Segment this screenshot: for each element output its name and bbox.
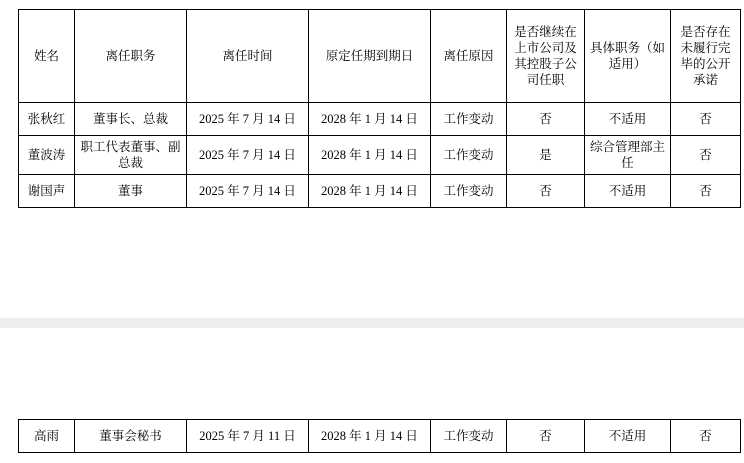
header-cell-promise: 是否存在未履行完毕的公开承诺 bbox=[671, 10, 741, 103]
cell-reason: 工作变动 bbox=[431, 103, 507, 136]
cell-name: 张秋红 bbox=[19, 103, 75, 136]
header-cell-date: 离任时间 bbox=[187, 10, 309, 103]
cell-promise: 否 bbox=[671, 103, 741, 136]
cell-date: 2025 年 7 月 14 日 bbox=[187, 175, 309, 208]
header-cell-detail: 具体职务（如适用） bbox=[585, 10, 671, 103]
cell-continue: 否 bbox=[507, 420, 585, 453]
cell-reason: 工作变动 bbox=[431, 420, 507, 453]
cell-reason: 工作变动 bbox=[431, 175, 507, 208]
cell-promise: 否 bbox=[671, 420, 741, 453]
table-row bbox=[19, 103, 741, 136]
cell-term: 2028 年 1 月 14 日 bbox=[309, 175, 431, 208]
cell-date: 2025 年 7 月 14 日 bbox=[187, 136, 309, 175]
cell-detail: 不适用 bbox=[585, 103, 671, 136]
cell-promise: 否 bbox=[671, 175, 741, 208]
page-break-band bbox=[0, 318, 744, 328]
cell-post: 董事 bbox=[75, 175, 187, 208]
cell-date: 2025 年 7 月 14 日 bbox=[187, 103, 309, 136]
cell-continue: 是 bbox=[507, 136, 585, 175]
header-cell-term: 原定任期到期日 bbox=[309, 10, 431, 103]
cell-term: 2028 年 1 月 14 日 bbox=[309, 103, 431, 136]
cell-continue: 否 bbox=[507, 175, 585, 208]
cell-detail: 综合管理部主任 bbox=[585, 136, 671, 175]
header-cell-post: 离任职务 bbox=[75, 10, 187, 103]
header-cell-reason: 离任原因 bbox=[431, 10, 507, 103]
table-row bbox=[19, 136, 741, 175]
cell-post: 职工代表董事、副总裁 bbox=[75, 136, 187, 175]
departure-table bbox=[18, 9, 741, 208]
cell-promise: 否 bbox=[671, 136, 741, 175]
header-cell-name: 姓名 bbox=[19, 10, 75, 103]
cell-post: 董事会秘书 bbox=[75, 420, 187, 453]
cell-post: 董事长、总裁 bbox=[75, 103, 187, 136]
departure-table-continued bbox=[18, 419, 741, 453]
cell-name: 董波涛 bbox=[19, 136, 75, 175]
cell-detail: 不适用 bbox=[585, 420, 671, 453]
cell-date: 2025 年 7 月 11 日 bbox=[187, 420, 309, 453]
cell-term: 2028 年 1 月 14 日 bbox=[309, 136, 431, 175]
cell-reason: 工作变动 bbox=[431, 136, 507, 175]
cell-name: 高雨 bbox=[19, 420, 75, 453]
cell-name: 谢国声 bbox=[19, 175, 75, 208]
header-cell-continue: 是否继续在上市公司及其控股子公司任职 bbox=[507, 10, 585, 103]
cell-term: 2028 年 1 月 14 日 bbox=[309, 420, 431, 453]
table-header-row bbox=[19, 10, 741, 103]
cell-detail: 不适用 bbox=[585, 175, 671, 208]
cell-continue: 否 bbox=[507, 103, 585, 136]
table-row bbox=[19, 420, 741, 453]
table-row bbox=[19, 175, 741, 208]
